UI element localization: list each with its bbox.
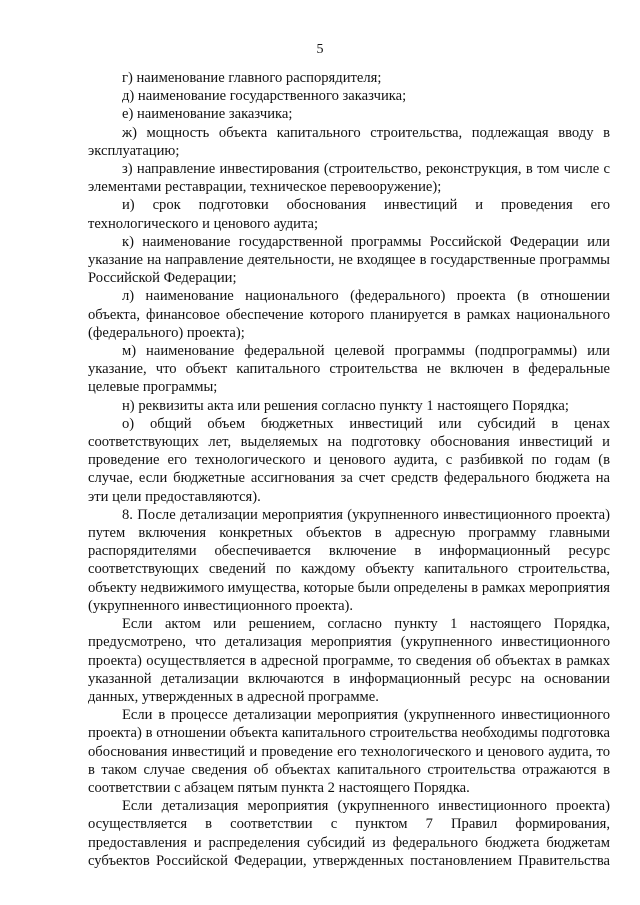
paragraph-z: з) направление инвестирования (строительство, реконструкция, в том числе с элементами реставрации, техническое перевооружение);	[88, 161, 610, 196]
paragraph-m: м) наименование федеральной целевой программы (подпрограммы) или указание, что объект капитального строительства не включен в федеральные целевые программы;	[88, 343, 610, 396]
paragraph-l: л) наименование национального (федерального) проекта (в отношении объекта, финансовое обеспечение которого планируется в рамках национального (федерального) проекта);	[88, 288, 610, 341]
paragraph-o: о) общий объем бюджетных инвестиций или субсидий в ценах соответствующих лет, выделяемых на подготовку обоснования инвестиций и проведение его технологического и ценового аудита, с разбивкой по годам (в случае, если бюджетные ассигнования за счет средств федерального бюджета на эти цели предоставляются).	[88, 415, 610, 505]
paragraph-i: и) срок подготовки обоснования инвестиций и проведения его технологического и ценового аудита;	[88, 197, 610, 232]
paragraph-subsidies: Если детализация мероприятия (укрупненного инвестиционного проекта) осуществляется в соответствии с пунктом 7 Правил формирования, предоставления и распределения субсидий из федерального бюджета бюджетам субъектов Российской Федерации, утвержденных постановлением Правительства	[88, 798, 610, 869]
paragraph-address-program: Если актом или решением, согласно пункту 1 настоящего Порядка, предусмотрено, что детализация мероприятия (укрупненного инвестиционного проекта) осуществляется в адресной программе, то сведения об объектах в рамках указанной детализации включаются в информационный ресурс на основании данных, утвержденных в адресной программе.	[88, 616, 610, 705]
paragraph-k: к) наименование государственной программы Российской Федерации или указание на направление деятельности, не входящее в государственные программы Российской Федерации;	[88, 233, 610, 287]
paragraph-d: д) наименование государственного заказчика;	[122, 88, 407, 105]
page-number: 5	[316, 42, 324, 57]
paragraph-audit: Если в процессе детализации мероприятия (укрупненного инвестиционного проекта) в отношении объекта капитального строительства необходимы подготовка обоснования инвестиций и проведение его технологического и ценового аудита, то в таком случае сведения об объектах капитального строительства отражаются в соответствии с абзацем пятым пункта 2 настоящего Порядка.	[88, 707, 610, 796]
paragraph-n: н) реквизиты акта или решения согласно пункту 1 настоящего Порядка;	[122, 397, 569, 414]
document-body	[88, 69, 610, 870]
paragraph-8: 8. После детализации мероприятия (укрупненного инвестиционного проекта) путем включения конкретных объектов в адресную программу главными распорядителями обеспечивается включение в информационный ресурс соответствующих сведений по каждому объекту капитального строительства, объекту недвижимого имущества, которые были определены в рамках мероприятия (укрупненного инвестиционного проекта).	[88, 506, 610, 614]
paragraph-zh: ж) мощность объекта капитального строительства, подлежащая вводу в эксплуатацию;	[88, 124, 610, 159]
paragraph-g: г) наименование главного распорядителя;	[122, 70, 382, 86]
paragraph-e: е) наименование заказчика;	[122, 106, 293, 123]
